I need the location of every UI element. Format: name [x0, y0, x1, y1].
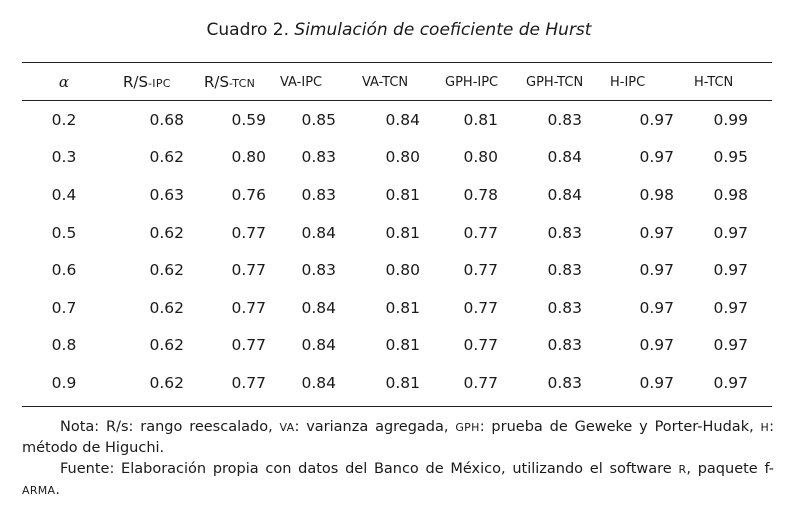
cell-va-tcn: 0.81 — [385, 185, 420, 204]
cell-gph-ipc: 0.80 — [463, 148, 498, 167]
cell-gph-ipc: 0.77 — [463, 261, 498, 280]
cell-rs-tcn: 0.76 — [231, 185, 266, 204]
cell-h-ipc: 0.98 — [639, 185, 674, 204]
cell-gph-tcn: 0.83 — [547, 298, 582, 317]
cell-va-tcn: 0.81 — [385, 373, 420, 392]
cell-h-tcn: 0.98 — [713, 185, 748, 204]
table-row — [22, 101, 772, 139]
cell-h-tcn: 0.95 — [713, 148, 748, 167]
cell-gph-ipc: 0.77 — [463, 373, 498, 392]
cell-gph-tcn: 0.83 — [547, 223, 582, 242]
table-row — [22, 251, 772, 289]
note-paragraph: Nota: R/s: rango reescalado, VA: varianza agregada, GPH: prueba de Geweke y Porter-Hudak, H: método de Higuchi. — [22, 419, 774, 456]
cell-rs-tcn: 0.77 — [231, 373, 266, 392]
header-h-ipc: H-IPC — [610, 74, 646, 90]
header-va-tcn: VA-TCN — [362, 74, 409, 90]
table-notes — [22, 417, 774, 501]
cell-gph-tcn: 0.84 — [547, 185, 582, 204]
cell-h-tcn: 0.97 — [713, 336, 748, 355]
cell-gph-tcn: 0.84 — [547, 148, 582, 167]
cell-alpha: 0.7 — [51, 298, 77, 317]
table-caption — [0, 20, 798, 40]
table-row — [22, 289, 772, 327]
caption-prefix: Cuadro 2. — [206, 20, 290, 40]
cell-rs-ipc: 0.62 — [149, 148, 184, 167]
cell-alpha: 0.4 — [51, 185, 77, 204]
table-row — [22, 364, 772, 402]
cell-rs-ipc: 0.62 — [149, 298, 184, 317]
source-paragraph: Fuente: Elaboración propia con datos del Banco de México, utilizando el software R, paquete f-ARMA. — [22, 461, 774, 498]
hurst-table — [22, 63, 772, 402]
cell-alpha: 0.3 — [51, 148, 77, 167]
caption-title: Simulación de coeficiente de Hurst — [294, 20, 592, 40]
cell-alpha: 0.6 — [51, 261, 77, 280]
cell-rs-ipc: 0.62 — [149, 336, 184, 355]
cell-h-ipc: 0.97 — [639, 261, 674, 280]
cell-va-ipc: 0.83 — [301, 261, 336, 280]
cell-rs-tcn: 0.77 — [231, 261, 266, 280]
cell-gph-ipc: 0.77 — [463, 336, 498, 355]
cell-rs-ipc: 0.62 — [149, 261, 184, 280]
cell-rs-ipc: 0.62 — [149, 373, 184, 392]
cell-va-ipc: 0.84 — [301, 223, 336, 242]
cell-h-ipc: 0.97 — [639, 298, 674, 317]
cell-alpha: 0.5 — [51, 223, 77, 242]
cell-h-ipc: 0.97 — [639, 110, 674, 129]
cell-gph-ipc: 0.81 — [463, 110, 498, 129]
cell-rs-tcn: 0.77 — [231, 298, 266, 317]
cell-alpha: 0.2 — [51, 110, 77, 129]
cell-h-tcn: 0.97 — [713, 261, 748, 280]
table-row — [22, 176, 772, 214]
cell-va-ipc: 0.84 — [301, 336, 336, 355]
cell-rs-tcn: 0.59 — [231, 110, 266, 129]
header-gph-tcn: GPH-TCN — [526, 74, 584, 90]
cell-gph-tcn: 0.83 — [547, 373, 582, 392]
cell-gph-ipc: 0.78 — [463, 185, 498, 204]
cell-va-ipc: 0.83 — [301, 185, 336, 204]
cell-va-ipc: 0.84 — [301, 373, 336, 392]
cell-va-tcn: 0.84 — [385, 110, 420, 129]
cell-va-tcn: 0.81 — [385, 298, 420, 317]
cell-gph-tcn: 0.83 — [547, 261, 582, 280]
cell-h-ipc: 0.97 — [639, 223, 674, 242]
cell-alpha: 0.9 — [51, 373, 77, 392]
header-alpha: α — [58, 73, 70, 91]
header-rs-ipc: R/S-IPC — [123, 73, 171, 91]
cell-rs-ipc: 0.62 — [149, 223, 184, 242]
cell-va-ipc: 0.85 — [301, 110, 336, 129]
bottom-rule — [22, 406, 772, 407]
table-row — [22, 327, 772, 365]
cell-gph-tcn: 0.83 — [547, 110, 582, 129]
table-row — [22, 139, 772, 177]
header-gph-ipc: GPH-IPC — [445, 74, 499, 90]
cell-rs-ipc: 0.68 — [149, 110, 184, 129]
cell-va-tcn: 0.81 — [385, 336, 420, 355]
cell-h-tcn: 0.97 — [713, 223, 748, 242]
cell-h-tcn: 0.97 — [713, 373, 748, 392]
cell-rs-tcn: 0.77 — [231, 336, 266, 355]
cell-va-tcn: 0.80 — [385, 261, 420, 280]
cell-h-ipc: 0.97 — [639, 373, 674, 392]
cell-gph-ipc: 0.77 — [463, 223, 498, 242]
cell-h-tcn: 0.99 — [713, 110, 748, 129]
cell-va-tcn: 0.81 — [385, 223, 420, 242]
cell-gph-tcn: 0.83 — [547, 336, 582, 355]
cell-va-ipc: 0.83 — [301, 148, 336, 167]
cell-h-ipc: 0.97 — [639, 148, 674, 167]
header-row — [22, 63, 772, 101]
cell-gph-ipc: 0.77 — [463, 298, 498, 317]
cell-rs-tcn: 0.80 — [231, 148, 266, 167]
cell-rs-tcn: 0.77 — [231, 223, 266, 242]
cell-h-tcn: 0.97 — [713, 298, 748, 317]
cell-h-ipc: 0.97 — [639, 336, 674, 355]
header-rs-tcn: R/S-TCN — [204, 73, 256, 91]
cell-va-ipc: 0.84 — [301, 298, 336, 317]
cell-va-tcn: 0.80 — [385, 148, 420, 167]
table-row — [22, 214, 772, 252]
header-h-tcn: H-TCN — [694, 74, 734, 90]
cell-rs-ipc: 0.63 — [149, 185, 184, 204]
header-va-ipc: VA-IPC — [280, 74, 323, 90]
cell-alpha: 0.8 — [51, 336, 77, 355]
